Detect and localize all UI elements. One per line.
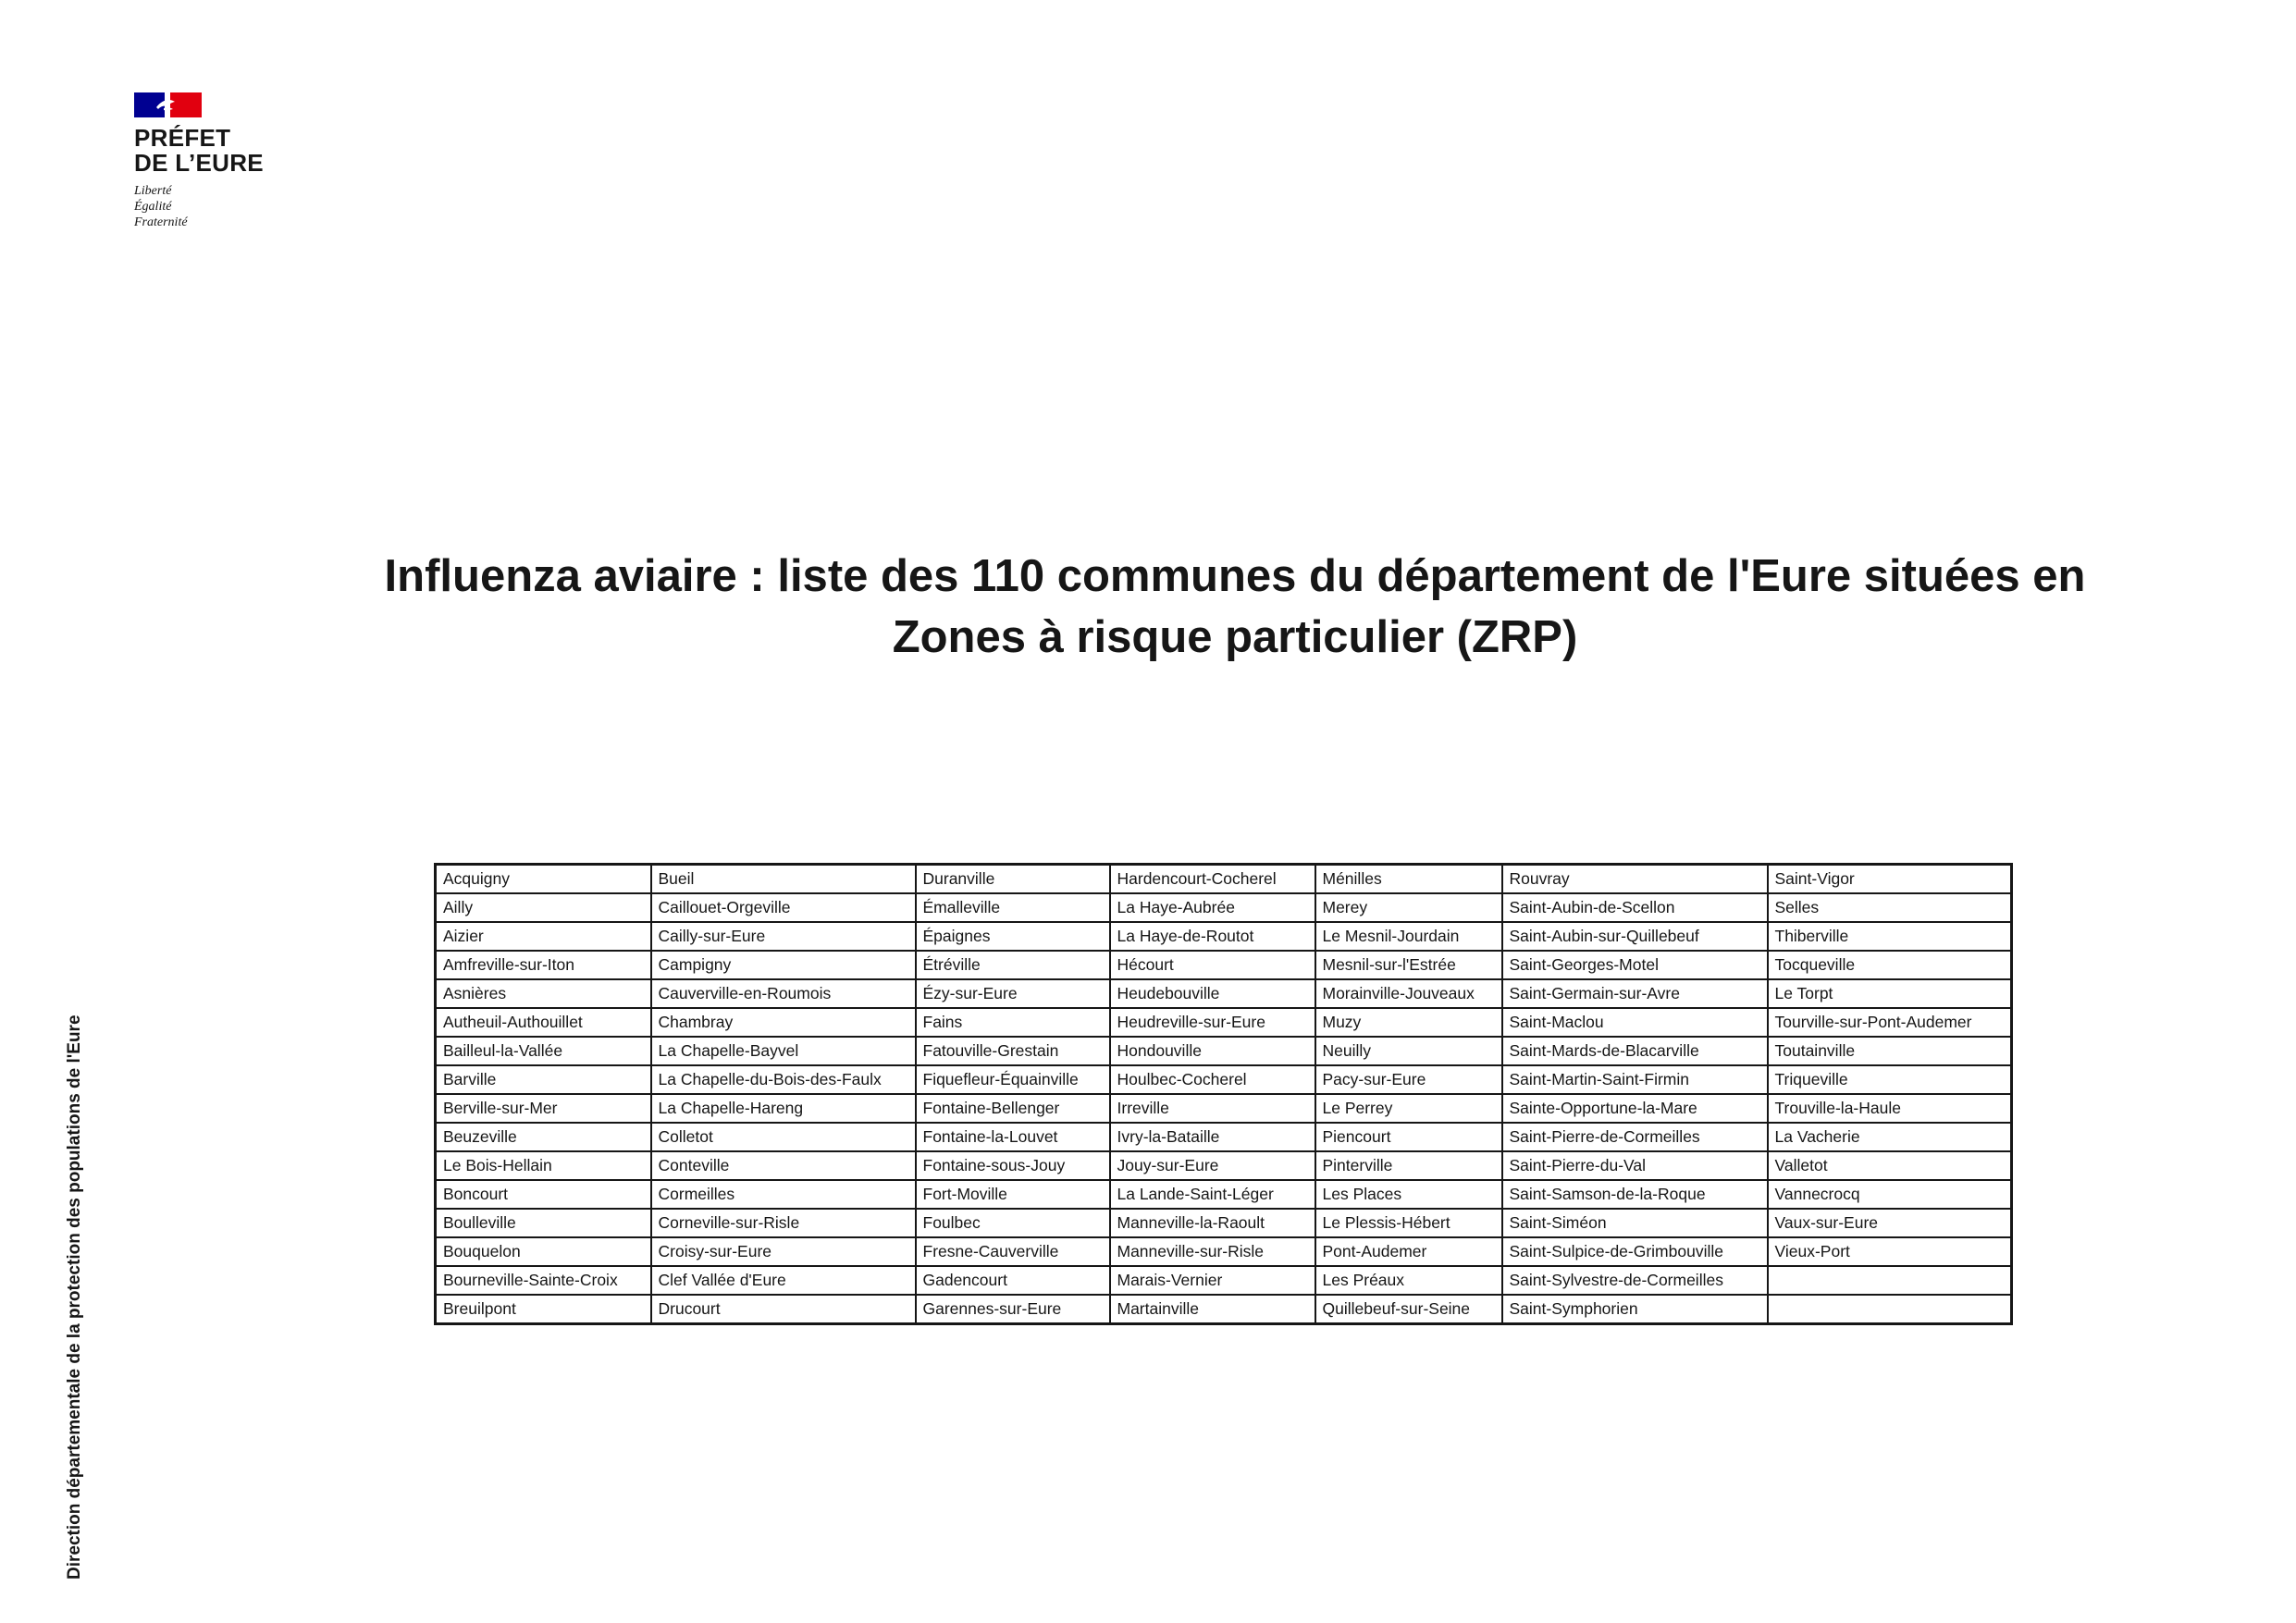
table-cell: Saint-Georges-Motel [1502,951,1768,979]
table-cell: Saint-Samson-de-la-Roque [1502,1180,1768,1209]
table-cell: Saint-Mards-de-Blacarville [1502,1037,1768,1065]
motto-egalite: Égalité [134,200,172,214]
table-cell: Toutainville [1768,1037,2012,1065]
table-cell: La Vacherie [1768,1123,2012,1151]
table-cell: Amfreville-sur-Iton [436,951,651,979]
table-cell: Le Bois-Hellain [436,1151,651,1180]
table-cell: La Lande-Saint-Léger [1110,1180,1315,1209]
table-cell: Le Torpt [1768,979,2012,1008]
table-cell: La Chapelle-Hareng [651,1094,916,1123]
table-cell: Merey [1315,893,1502,922]
table-cell: Hondouville [1110,1037,1315,1065]
table-cell: Étréville [916,951,1110,979]
table-row [436,865,2012,894]
table-cell: Sainte-Opportune-la-Mare [1502,1094,1768,1123]
table-cell: Croisy-sur-Eure [651,1237,916,1266]
table-cell: Ézy-sur-Eure [916,979,1110,1008]
table-cell: Tourville-sur-Pont-Audemer [1768,1008,2012,1037]
table-row [436,1151,2012,1180]
title-line-2: Zones à risque particulier (ZRP) [892,612,1578,662]
table-cell: Valletot [1768,1151,2012,1180]
table-row [436,1180,2012,1209]
table-cell: Pont-Audemer [1315,1237,1502,1266]
table-cell: Trouville-la-Haule [1768,1094,2012,1123]
table-cell: Manneville-sur-Risle [1110,1237,1315,1266]
table-cell: Fains [916,1008,1110,1037]
prefecture-logo [134,92,310,230]
table-cell: Piencourt [1315,1123,1502,1151]
table-cell: Heudreville-sur-Eure [1110,1008,1315,1037]
table-cell: Ménilles [1315,865,1502,894]
table-cell: Acquigny [436,865,651,894]
table-cell: Asnières [436,979,651,1008]
table-cell: Bueil [651,865,916,894]
page-title [315,546,2155,668]
table-cell: Drucourt [651,1295,916,1324]
table-cell: Saint-Aubin-sur-Quillebeuf [1502,922,1768,951]
table-cell: Fresne-Cauverville [916,1237,1110,1266]
table-cell: Manneville-la-Raoult [1110,1209,1315,1237]
table-cell: Triqueville [1768,1065,2012,1094]
table-row [436,1065,2012,1094]
table-row [436,951,2012,979]
table-cell: Garennes-sur-Eure [916,1295,1110,1324]
table-cell: Hardencourt-Cocherel [1110,865,1315,894]
table-cell: Saint-Vigor [1768,865,2012,894]
table-cell: Pacy-sur-Eure [1315,1065,1502,1094]
table-cell: Caillouet-Orgeville [651,893,916,922]
table-cell: Conteville [651,1151,916,1180]
table-cell [1768,1295,2012,1324]
communes-table [434,863,2013,1325]
motto-fraternite: Fraternité [134,215,188,229]
table-cell: Ivry-la-Bataille [1110,1123,1315,1151]
table-cell: Berville-sur-Mer [436,1094,651,1123]
motto-liberte: Liberté [134,184,172,198]
table-cell: Selles [1768,893,2012,922]
table-cell: Martainville [1110,1295,1315,1324]
table-cell: Boulleville [436,1209,651,1237]
table-cell: Morainville-Jouveaux [1315,979,1502,1008]
table-cell: Beuzeville [436,1123,651,1151]
table-cell: Breuilpont [436,1295,651,1324]
table-row [436,893,2012,922]
table-cell: Saint-Germain-sur-Avre [1502,979,1768,1008]
table-cell: Fontaine-Bellenger [916,1094,1110,1123]
table-cell: Le Mesnil-Jourdain [1315,922,1502,951]
table-cell: Le Plessis-Hébert [1315,1209,1502,1237]
table-cell: Vaux-sur-Eure [1768,1209,2012,1237]
title-line-1: Influenza aviaire : liste des 110 communes du département de l'Eure situées en [384,551,2086,601]
table-cell: Fiquefleur-Équainville [916,1065,1110,1094]
table-cell: Saint-Siméon [1502,1209,1768,1237]
table-cell: Pinterville [1315,1151,1502,1180]
table-cell: Muzy [1315,1008,1502,1037]
table-cell: Saint-Pierre-du-Val [1502,1151,1768,1180]
table-row [436,1237,2012,1266]
table-cell: Hécourt [1110,951,1315,979]
department-side-label: Direction départementale de la protection des populations de l'Eure [65,1014,84,1580]
table-cell: La Chapelle-du-Bois-des-Faulx [651,1065,916,1094]
table-cell: Neuilly [1315,1037,1502,1065]
table-cell: Fort-Moville [916,1180,1110,1209]
table-cell: Autheuil-Authouillet [436,1008,651,1037]
table-cell: Émalleville [916,893,1110,922]
prefecture-name-line-1: PRÉFET [134,124,231,152]
republic-motto [134,183,310,230]
table-cell: La Chapelle-Bayvel [651,1037,916,1065]
table-cell: Saint-Sulpice-de-Grimbouville [1502,1237,1768,1266]
table-cell: Épaignes [916,922,1110,951]
prefecture-name [134,126,310,176]
table-cell: Bouquelon [436,1237,651,1266]
table-cell: Ailly [436,893,651,922]
table-cell: Vieux-Port [1768,1237,2012,1266]
table-row [436,1209,2012,1237]
table-cell: Fontaine-sous-Jouy [916,1151,1110,1180]
french-flag-icon [134,92,202,117]
marianne-icon [154,96,182,115]
table-cell: Quillebeuf-sur-Seine [1315,1295,1502,1324]
prefecture-name-line-2: DE L’EURE [134,149,264,177]
table-row [436,922,2012,951]
table-cell: Bailleul-la-Vallée [436,1037,651,1065]
table-cell: Chambray [651,1008,916,1037]
table-cell: Marais-Vernier [1110,1266,1315,1295]
table-cell: Duranville [916,865,1110,894]
table-cell [1768,1266,2012,1295]
table-row [436,1008,2012,1037]
table-cell: Le Perrey [1315,1094,1502,1123]
table-cell: Heudebouville [1110,979,1315,1008]
table-cell: Gadencourt [916,1266,1110,1295]
communes-table-body [436,865,2012,1324]
table-row [436,1295,2012,1324]
table-row [436,1123,2012,1151]
table-cell: Corneville-sur-Risle [651,1209,916,1237]
table-cell: Saint-Aubin-de-Scellon [1502,893,1768,922]
table-cell: La Haye-Aubrée [1110,893,1315,922]
table-row [436,1266,2012,1295]
table-cell: Les Préaux [1315,1266,1502,1295]
table-cell: Vannecrocq [1768,1180,2012,1209]
table-cell: Cailly-sur-Eure [651,922,916,951]
table-cell: La Haye-de-Routot [1110,922,1315,951]
table-cell: Mesnil-sur-l'Estrée [1315,951,1502,979]
table-cell: Houlbec-Cocherel [1110,1065,1315,1094]
table-cell: Rouvray [1502,865,1768,894]
table-cell: Fontaine-la-Louvet [916,1123,1110,1151]
table-cell: Campigny [651,951,916,979]
table-cell: Saint-Pierre-de-Cormeilles [1502,1123,1768,1151]
table-cell: Boncourt [436,1180,651,1209]
table-cell: Saint-Martin-Saint-Firmin [1502,1065,1768,1094]
table-cell: Thiberville [1768,922,2012,951]
table-cell: Colletot [651,1123,916,1151]
table-cell: Barville [436,1065,651,1094]
table-cell: Les Places [1315,1180,1502,1209]
table-cell: Foulbec [916,1209,1110,1237]
table-cell: Clef Vallée d'Eure [651,1266,916,1295]
table-cell: Cauverville-en-Roumois [651,979,916,1008]
table-cell: Aizier [436,922,651,951]
table-row [436,1094,2012,1123]
table-row [436,1037,2012,1065]
table-cell: Saint-Sylvestre-de-Cormeilles [1502,1266,1768,1295]
table-cell: Tocqueville [1768,951,2012,979]
table-cell: Bourneville-Sainte-Croix [436,1266,651,1295]
table-cell: Cormeilles [651,1180,916,1209]
table-cell: Fatouville-Grestain [916,1037,1110,1065]
table-cell: Saint-Maclou [1502,1008,1768,1037]
table-row [436,979,2012,1008]
table-cell: Irreville [1110,1094,1315,1123]
table-cell: Saint-Symphorien [1502,1295,1768,1324]
table-cell: Jouy-sur-Eure [1110,1151,1315,1180]
